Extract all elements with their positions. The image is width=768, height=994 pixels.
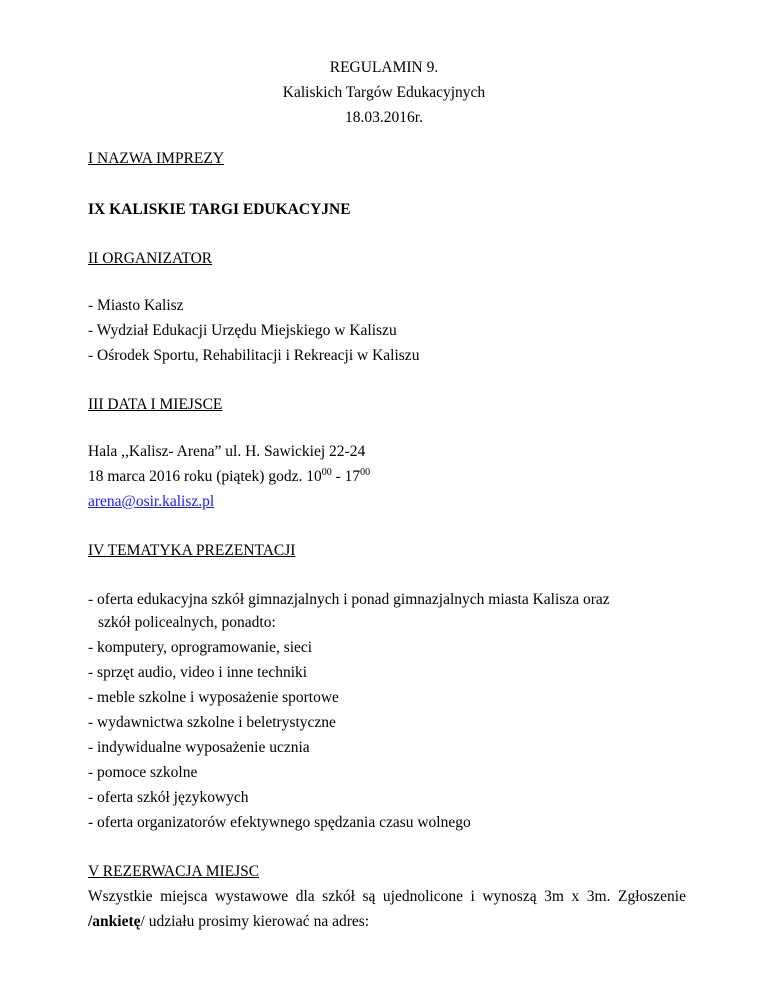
- event-datetime: 18 marca 2016 roku (piątek) godz. $10^{00} - 17^{00}$: [88, 467, 371, 485]
- section-heading-reservation: V REZERWACJA MIEJSC: [88, 863, 260, 880]
- reservation-paragraph-line: Wszystkie miejsca wystawowe dla szkół są ujednolicone i wynoszą 3m x 3m. Zgłoszenie: [88, 888, 686, 905]
- list-item: - oferta organizatorów efektywnego spędzania czasu wolnego: [88, 814, 471, 831]
- venue-address: Hala ,,Kalisz- Arena” ul. H. Sawickiej 22-24: [88, 443, 366, 460]
- doc-title: REGULAMIN 9.: [329, 59, 439, 76]
- list-item: - komputery, oprogramowanie, sieci: [88, 639, 313, 656]
- event-name: IX KALISKIE TARGI EDUKACYJNE: [88, 201, 351, 218]
- doc-date: 18.03.2016r.: [345, 109, 423, 126]
- list-item: - Wydział Edukacji Urzędu Miejskiego w Kaliszu: [88, 322, 397, 339]
- list-item-continuation: szkół policealnych, ponadto:: [98, 614, 276, 631]
- contact-email-link[interactable]: arena@osir.kalisz.pl: [88, 493, 215, 510]
- section-heading-name: I NAZWA IMPREZY: [88, 150, 225, 167]
- list-item: - Ośrodek Sportu, Rehabilitacji i Rekreacji w Kaliszu: [88, 347, 420, 364]
- doc-subtitle: Kaliskich Targów Edukacyjnych: [282, 84, 486, 101]
- list-item: - pomoce szkolne: [88, 764, 198, 781]
- section-heading-date-place: III DATA I MIEJSCE: [88, 396, 223, 413]
- list-item: - oferta szkół językowych: [88, 789, 249, 806]
- list-item: - Miasto Kalisz: [88, 297, 184, 314]
- list-item: - meble szkolne i wyposażenie sportowe: [88, 689, 339, 706]
- section-heading-organizer: II ORGANIZATOR: [88, 250, 213, 267]
- list-item: - wydawnictwa szkolne i beletrystyczne: [88, 714, 336, 731]
- section-heading-topics: IV TEMATYKA PREZENTACJI: [88, 542, 296, 559]
- list-item: - sprzęt audio, video i inne techniki: [88, 664, 308, 681]
- list-item: - oferta edukacyjna szkół gimnazjalnych i ponad gimnazjalnych miasta Kalisza oraz: [88, 591, 610, 608]
- list-item: - indywidualne wyposażenie ucznia: [88, 739, 310, 756]
- reservation-paragraph-line: /ankietę/ udziału prosimy kierować na adres:: [88, 913, 370, 930]
